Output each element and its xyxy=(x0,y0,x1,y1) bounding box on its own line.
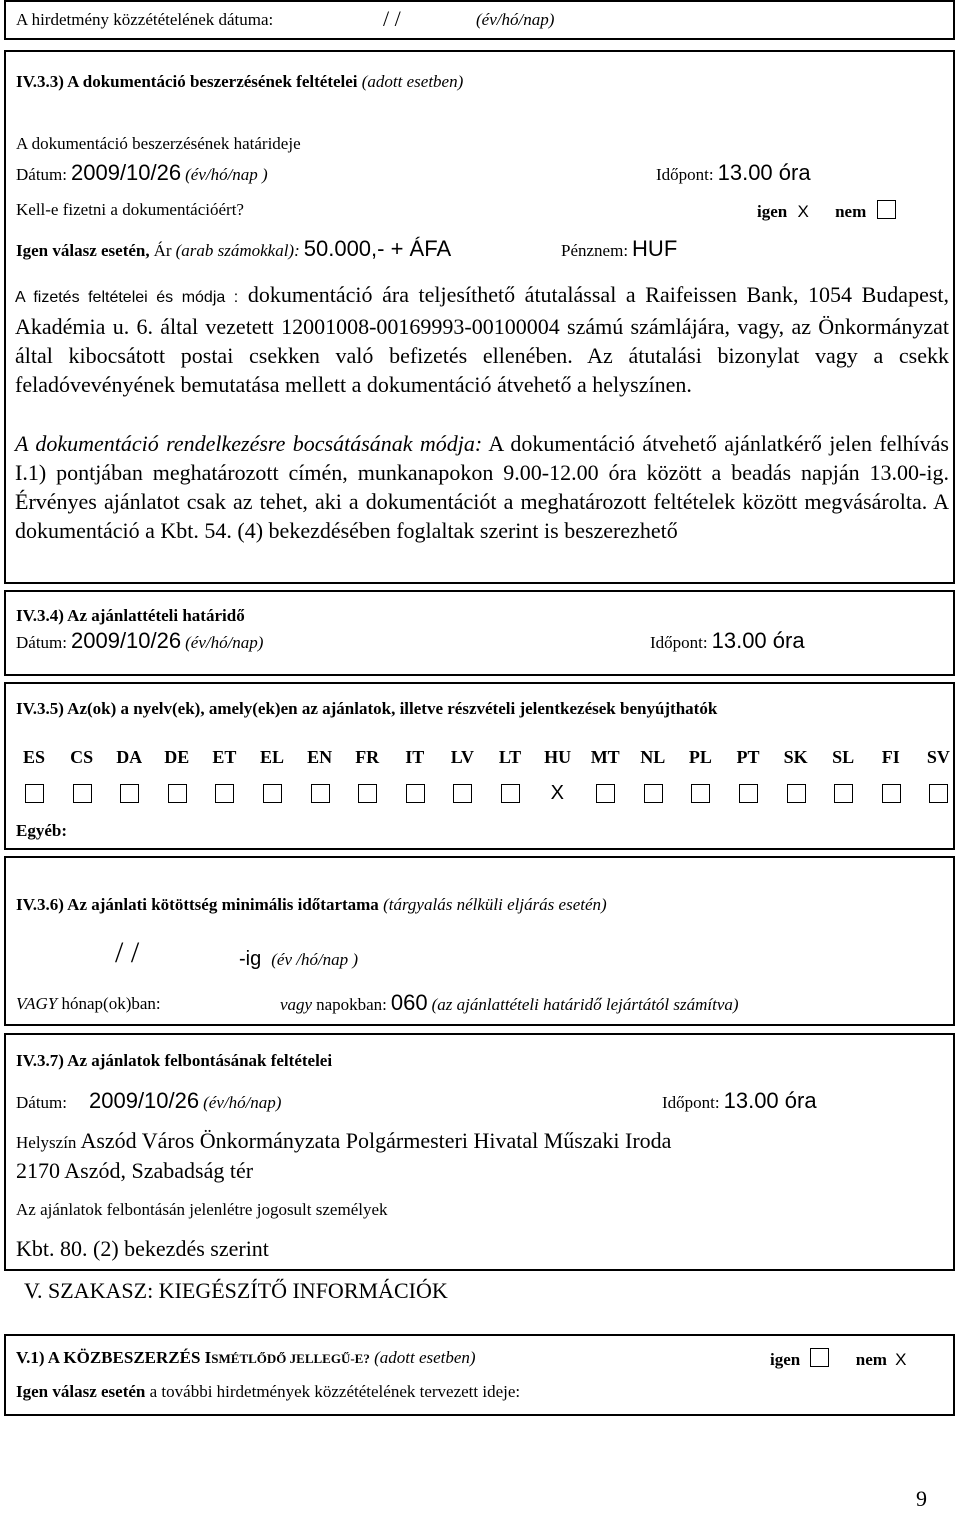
language-code-lv: LV xyxy=(450,747,475,767)
s333-payment-terms-text: dokumentáció ára teljesíthető átutalással a Raifeissen Bank, 1054 Budapest, Akadémia u. 6. által vezetett 12001008-00169993-00100004 számú számlájára, vagy, az Önkormányzat által kibocsátott postai csekken való befizetés ellenében. Az átutalási bizonylat vagy a csekk feladóvevényének bemutatása mellett a dokumentáció átvehető a helyszínen. xyxy=(15,282,950,397)
s333-nem-label: nem xyxy=(835,202,867,221)
v1-heading-note: (adott esetben) xyxy=(374,1348,476,1367)
language-code-da: DA xyxy=(116,747,143,767)
s333-date-format: (év/hó/nap ) xyxy=(185,165,268,184)
language-code-sv: SV xyxy=(926,747,950,767)
s334-heading xyxy=(16,606,245,626)
s333-pay-question: Kell-e fizetni a dokumentációért? xyxy=(16,200,244,219)
language-checkbox-da[interactable] xyxy=(120,784,139,803)
s333-igen-mark[interactable]: X xyxy=(797,202,809,221)
s337-persons-value: Kbt. 80. (2) bekezdés szerint xyxy=(16,1236,269,1261)
s337-time-row xyxy=(662,1088,817,1114)
language-checkbox-it[interactable] xyxy=(406,784,425,803)
s336-days-value: 060 xyxy=(390,990,428,1015)
s333-price-note: (arab számokkal): xyxy=(175,241,300,260)
s336-heading: IV.3.6) Az ajánlati kötöttség minimális időtartama xyxy=(16,895,379,914)
language-checkbox-sk[interactable] xyxy=(787,784,806,803)
s336-ig-row xyxy=(239,948,358,971)
language-checkbox-el[interactable] xyxy=(263,784,282,803)
s333-time-label: Időpont: xyxy=(656,165,714,184)
s337-place-line2: 2170 Aszód, Szabadság tér xyxy=(16,1158,254,1183)
s337-time-value: 13.00 óra xyxy=(723,1088,817,1113)
s336-days-row xyxy=(280,990,739,1016)
v1-options xyxy=(770,1348,907,1370)
s337-date-format: (év/hó/nap) xyxy=(203,1093,282,1112)
s333-heading-row xyxy=(16,72,463,92)
language-code-nl: NL xyxy=(640,747,666,767)
language-checkbox-nl[interactable] xyxy=(644,784,663,803)
s336-heading-note: (tárgyalás nélküli eljárás esetén) xyxy=(383,895,607,914)
s333-heading: IV.3.3) A dokumentáció beszerzésének feltételei xyxy=(16,72,358,91)
s333-date-row xyxy=(16,160,268,186)
s333-time-value: 13.00 óra xyxy=(717,160,811,185)
s337-date-label: Dátum: xyxy=(16,1093,67,1112)
s337-date-row xyxy=(16,1088,281,1114)
language-checkbox-mt[interactable] xyxy=(596,784,615,803)
s337-place-label: Helyszín xyxy=(16,1133,77,1152)
language-code-fr: FR xyxy=(355,747,380,767)
s333-yes-case-label: Igen válasz esetén, xyxy=(16,241,150,260)
s334-date-format: (év/hó/nap) xyxy=(185,633,264,652)
language-code-es: ES xyxy=(22,747,46,767)
s333-payment-terms-label: A fizetés feltételei és módja : xyxy=(15,289,239,306)
language-checkbox-sv[interactable] xyxy=(929,784,948,803)
language-code-cs: CS xyxy=(70,747,94,767)
recurring-section-box xyxy=(4,1334,955,1416)
s336-slashes: / / xyxy=(115,936,140,969)
language-checkbox-en[interactable] xyxy=(311,784,330,803)
s333-currency-value: HUF xyxy=(632,236,678,261)
s337-persons-label: Az ajánlatok felbontásán jelenlétre jogosult személyek xyxy=(16,1200,388,1219)
s336-ig: -ig xyxy=(239,948,262,970)
s333-currency-label: Pénznem: xyxy=(561,241,629,260)
s336-months-label: hónap(ok)ban: xyxy=(61,994,161,1013)
s336-months-row xyxy=(16,994,161,1014)
language-checkbox-de[interactable] xyxy=(168,784,187,803)
s337-heading-text: IV.3.7) Az ajánlatok felbontásának feltételei xyxy=(16,1051,333,1070)
s337-heading xyxy=(16,1051,332,1071)
s333-date-label: Dátum: xyxy=(16,165,67,184)
s333-date-value: 2009/10/26 xyxy=(71,160,182,185)
s333-availability xyxy=(15,429,949,545)
s337-place-row xyxy=(16,1128,671,1154)
s336-days-label: napokban: xyxy=(316,995,387,1014)
language-checkbox-cs[interactable] xyxy=(73,784,92,803)
s337-date-value: 2009/10/26 xyxy=(89,1088,200,1113)
s336-vagy: vagy xyxy=(280,995,313,1014)
s333-currency-row xyxy=(561,236,677,262)
v1-nem-mark[interactable]: X xyxy=(895,1350,907,1369)
s337-time-label: Időpont: xyxy=(662,1093,720,1112)
language-code-pl: PL xyxy=(688,747,712,767)
v1-heading-row xyxy=(16,1348,476,1368)
v1-heading-b: SMÉTLŐDŐ JELLEGŰ-E? xyxy=(211,1351,370,1366)
s335-heading-text: IV.3.5) Az(ok) a nyelv(ek), amely(ek)en az ajánlatok, illetve részvételi jelentkezések benyújthatók xyxy=(16,699,718,718)
s334-heading-text: IV.3.4) Az ajánlattételi határidő xyxy=(16,606,245,625)
s335-heading xyxy=(16,699,717,719)
s333-deadline-label: A dokumentáció beszerzésének határideje xyxy=(16,134,301,153)
language-checkbox-pl[interactable] xyxy=(691,784,710,803)
language-mark-hu[interactable]: X xyxy=(550,782,564,804)
language-code-sk: SK xyxy=(783,747,808,767)
v1-nem-label: nem xyxy=(855,1350,887,1369)
language-code-en: EN xyxy=(307,747,333,767)
language-code-pt: PT xyxy=(736,747,760,767)
page-number: 9 xyxy=(916,1486,927,1511)
s335-other-label: Egyéb: xyxy=(16,821,67,840)
s333-heading-note: (adott esetben) xyxy=(361,72,464,91)
s333-availability-label: A dokumentáció rendelkezésre bocsátásának módja: xyxy=(15,431,483,456)
s334-time-value: 13.00 óra xyxy=(711,628,805,653)
language-code-sl: SL xyxy=(832,747,855,767)
section-v-title: V. SZAKASZ: KIEGÉSZÍTŐ INFORMÁCIÓK xyxy=(24,1278,448,1303)
language-checkbox-et[interactable] xyxy=(215,784,234,803)
v1-yes-case-text: a további hirdetmények közzétételének tervezett ideje: xyxy=(149,1382,521,1401)
language-code-hu: HU xyxy=(544,747,572,767)
publication-date-format: (év/hó/nap) xyxy=(476,10,555,29)
v1-igen-label: igen xyxy=(770,1350,801,1369)
v1-igen-checkbox[interactable] xyxy=(810,1348,829,1367)
s334-date-label: Dátum: xyxy=(16,633,67,652)
s336-heading-row xyxy=(16,895,607,915)
language-checkbox-fr[interactable] xyxy=(358,784,377,803)
language-checkbox-sl[interactable] xyxy=(834,784,853,803)
language-code-it: IT xyxy=(405,747,425,767)
s333-availability-text: A dokumentáció átvehető ajánlatkérő jelen felhívás I.1) pontjában meghatározott címén, munkanapokon 9.00-12.00 óra között a beadás napján 13.00-ig. Érvényes ajánlatot csak az tehet, aki a dokumentációt a meghatározott feltételek között megvásárolta. A dokumentáció a Kbt. 54. (4) bekezdésében foglaltak szerint is beszerezhető xyxy=(15,431,949,543)
v1-yes-case-row xyxy=(16,1382,520,1402)
language-checkbox-lt[interactable] xyxy=(501,784,520,803)
publication-date-label: A hirdetmény közzétételének dátuma: xyxy=(16,10,274,29)
s334-date-row xyxy=(16,628,263,654)
s336-vagy-caps: VAGY xyxy=(16,994,58,1013)
s333-pay-options xyxy=(757,200,896,222)
language-checkbox-fi[interactable] xyxy=(882,784,901,803)
language-code-mt: MT xyxy=(590,747,620,767)
v1-heading-a: V.1) A KÖZBESZERZÉS I xyxy=(16,1348,212,1367)
s333-price-value: 50.000,- + ÁFA xyxy=(303,236,452,261)
s333-igen-label: igen xyxy=(757,202,788,221)
s333-time-row xyxy=(656,160,811,186)
s333-price-row xyxy=(16,236,451,262)
language-checkbox-lv[interactable] xyxy=(453,784,472,803)
language-code-de: DE xyxy=(164,747,190,767)
language-code-lt: LT xyxy=(498,747,522,767)
language-code-et: ET xyxy=(212,747,237,767)
publication-date-slashes: / / xyxy=(383,6,401,31)
s336-format: (év /hó/nap ) xyxy=(271,950,359,969)
s337-place-line1: Aszód Város Önkormányzata Polgármesteri Hivatal Műszaki Iroda xyxy=(80,1128,672,1153)
v1-yes-case-label: Igen válasz esetén xyxy=(16,1382,146,1401)
s333-price-label: Ár xyxy=(153,241,172,260)
language-code-fi: FI xyxy=(881,747,900,767)
s334-time-label: Időpont: xyxy=(650,633,708,652)
language-checkbox-es[interactable] xyxy=(25,784,44,803)
s333-payment-terms xyxy=(15,280,949,399)
s336-days-note: (az ajánlattételi határidő lejártától számítva) xyxy=(431,995,739,1014)
s333-nem-checkbox[interactable] xyxy=(877,200,896,219)
language-checkbox-pt[interactable] xyxy=(739,784,758,803)
language-code-el: EL xyxy=(259,747,284,767)
s334-time-row xyxy=(650,628,805,654)
s334-date-value: 2009/10/26 xyxy=(71,628,182,653)
